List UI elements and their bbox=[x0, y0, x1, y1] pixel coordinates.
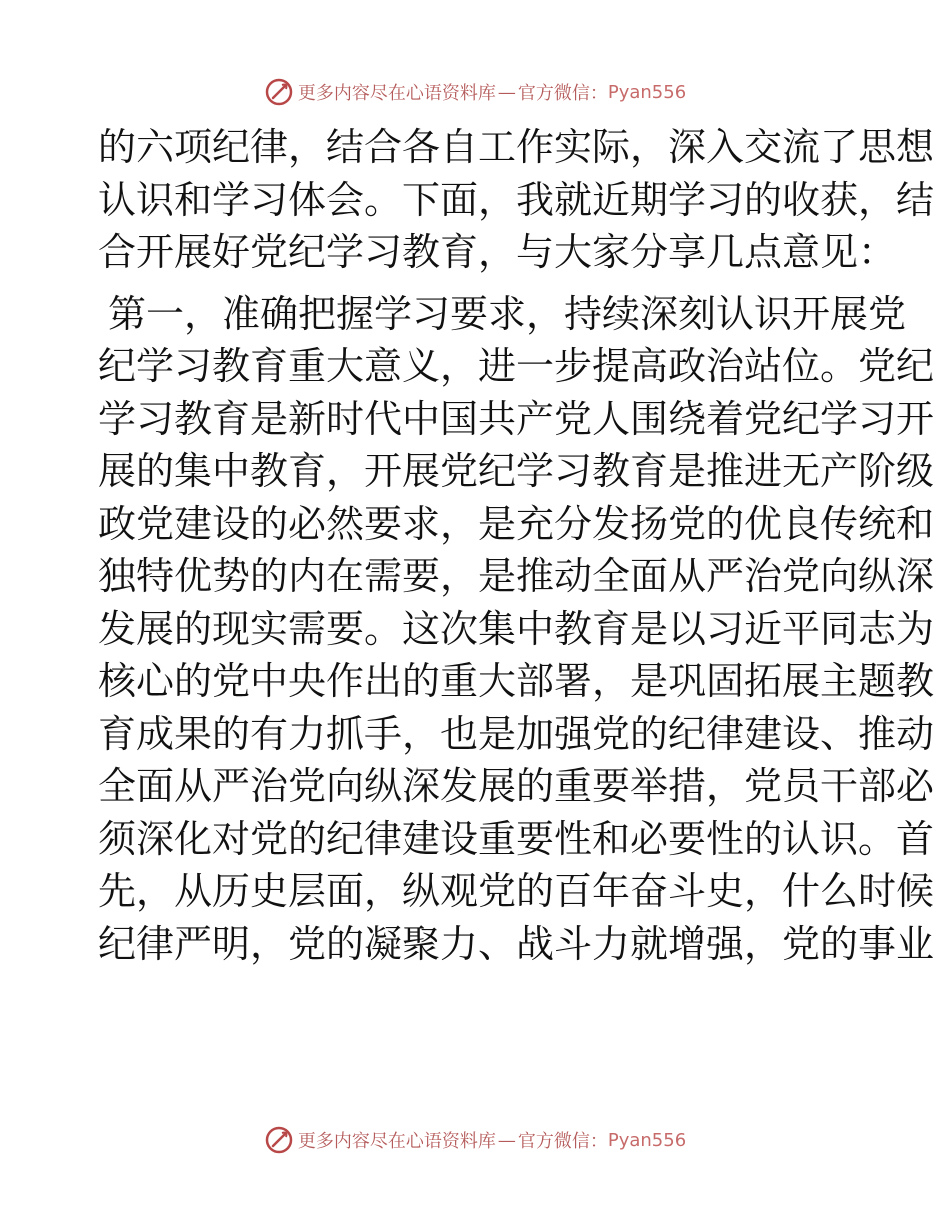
site-name: 更多内容尽在心语资料库 bbox=[297, 83, 496, 104]
document-body bbox=[98, 121, 935, 970]
footer-banner bbox=[0, 1120, 950, 1160]
text-line: 展的集中教育，开展党纪学习教育是推进无产阶级 bbox=[98, 449, 935, 493]
banner-separator: — bbox=[497, 81, 516, 103]
text-line: 学习教育是新时代中国共产党人围绕着党纪学习开 bbox=[98, 396, 935, 441]
text-line: 核心的党中央作出的重大部署，是巩固拓展主题教 bbox=[98, 659, 935, 703]
site-name: 更多内容尽在心语资料库 bbox=[297, 1131, 496, 1152]
quill-seal-icon bbox=[264, 1125, 294, 1155]
text-line: 全面从严治党向纵深发展的重要举措，党员干部必 bbox=[98, 764, 935, 808]
banner-separator: — bbox=[497, 1129, 516, 1151]
text-line: 的六项纪律，结合各自工作实际，深入交流了思想 bbox=[98, 125, 935, 169]
paragraph-first-point bbox=[98, 288, 935, 971]
paragraph-gap bbox=[98, 279, 858, 288]
text-line: 发展的现实需要。这次集中教育是以习近平同志为 bbox=[98, 606, 935, 651]
text-line: 认识和学习体会。下面，我就近期学习的收获，结 bbox=[98, 177, 935, 222]
wechat-label: 官方微信： bbox=[517, 83, 608, 104]
text-line: 须深化对党的纪律建设重要性和必要性的认识。首 bbox=[98, 816, 935, 861]
paragraph-intro bbox=[98, 121, 935, 279]
text-line: 纪律严明，党的凝聚力、战斗力就增强，党的事业 bbox=[98, 921, 935, 966]
header-banner bbox=[0, 72, 950, 112]
text-line: 先，从历史层面，纵观党的百年奋斗史，什么时候 bbox=[98, 869, 935, 913]
text-line: 合开展好党纪学习教育，与大家分享几点意见： bbox=[98, 230, 897, 274]
wechat-id: Pyan556 bbox=[607, 81, 687, 103]
quill-seal-icon bbox=[264, 77, 294, 107]
text-line: 育成果的有力抓手，也是加强党的纪律建设、推动 bbox=[98, 711, 935, 756]
wechat-id: Pyan556 bbox=[607, 1129, 687, 1151]
text-line: 政党建设的必然要求，是充分发扬党的优良传统和 bbox=[98, 501, 935, 546]
text-line: 纪学习教育重大意义，进一步提高政治站位。党纪 bbox=[98, 344, 935, 388]
text-line: 第一，准确把握学习要求，持续深刻认识开展党 bbox=[108, 291, 907, 336]
text-line: 独特优势的内在需要，是推动全面从严治党向纵深 bbox=[98, 554, 935, 598]
wechat-label: 官方微信： bbox=[517, 1131, 608, 1152]
